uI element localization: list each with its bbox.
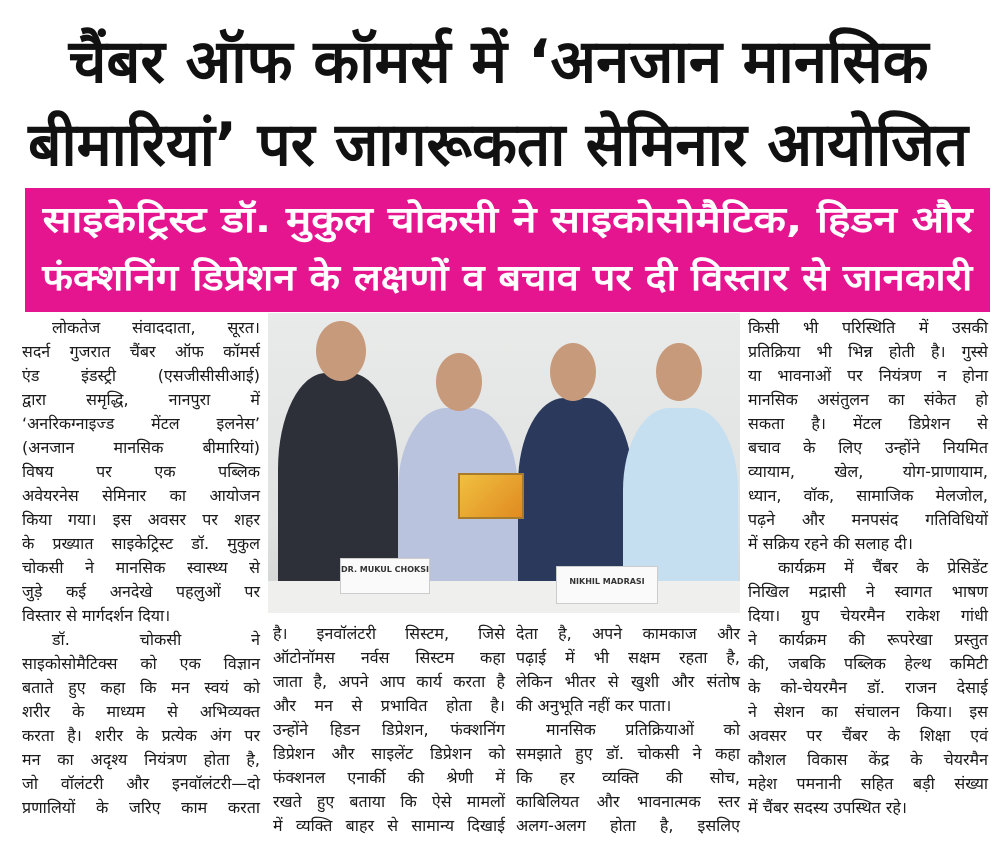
subheadline-line-2: [25, 250, 990, 308]
article-column-2: [273, 622, 505, 838]
article-text-line: काबिलियत और भावनात्मक स्तर: [516, 792, 740, 811]
article-text-line: की, जबकि पब्लिक हेल्थ कमिटी: [748, 654, 988, 673]
article-column-4: [748, 316, 988, 820]
article-text-line: ने सेशन का संचालन किया। इस: [748, 702, 988, 721]
article-text-line: में चैंबर सदस्य उपस्थित रहे।: [748, 798, 907, 817]
article-text-line: और मन से प्रभावित होता है।: [273, 696, 505, 715]
article-text-line: उन्होंने हिडन डिप्रेशन, फंक्शनिंग: [273, 720, 505, 739]
article-text-line: मानसिक असंतुलन का संकेत हो: [748, 390, 988, 409]
article-text-line: ऑटोनॉमस नर्वस सिस्टम कहा: [273, 648, 505, 667]
article-text-line: चोकसी ने मानसिक स्वास्थ्य से: [22, 558, 260, 577]
article-text-line: शरीर के माध्यम से अभिव्यक्त: [22, 702, 260, 721]
article-text-line: ‘अनरिकग्नाइज्ड मेंटल इलनेस’: [22, 414, 260, 433]
article-text-line: ने कार्यक्रम की रूपरेखा प्रस्तुत: [748, 630, 988, 649]
article-text-line: कि हर व्यक्ति की सोच,: [516, 768, 740, 787]
article-text-line: प्रणालियों के जरिए काम करता: [22, 798, 260, 817]
person-head: [656, 343, 702, 401]
article-text-line: डिप्रेशन और साइलेंट डिप्रेशन को: [273, 744, 505, 763]
article-text-line: प्रतिक्रिया भी भिन्न होती है। गुस्से: [748, 342, 988, 361]
article-text-line: सदर्न गुजरात चैंबर ऑफ कॉमर्स: [22, 342, 260, 361]
article-text-line: बताते हुए कहा कि मन स्वयं को: [22, 678, 260, 697]
article-column-3: [516, 622, 740, 838]
person-head: [316, 321, 366, 381]
article-text-line: रखते हुए बताया कि ऐसे मामलों: [273, 792, 505, 811]
article-text-line: की अनुभूति नहीं कर पाता।: [516, 696, 672, 715]
person-head: [436, 353, 482, 411]
article-text-line: के को-चेयरमैन डॉ. राजन देसाई: [748, 678, 988, 697]
article-text-line: दिया। ग्रुप चेयरमैन राकेश गांधी: [748, 606, 988, 625]
article-text-line: में व्यक्ति बाहर से सामान्य दिखाई: [273, 816, 505, 835]
article-text-line: डॉ. चोकसी ने: [52, 630, 260, 649]
subheadline-text: साइकेट्रिस्ट डॉ. मुकुल चोकसी ने साइकोसोमैटिक, हिडन और: [42, 200, 973, 241]
article-text-line: द्वारा समृद्धि, नानपुरा में: [22, 390, 260, 409]
subheadline-line-1: [25, 192, 990, 250]
event-photo: [268, 313, 740, 613]
article-text-line: के प्रख्यात साइकेट्रिस्ट डॉ. मुकुल: [22, 534, 260, 553]
article-column-1: [22, 316, 260, 820]
nameplate-nikhil-madrasi: NIKHIL MADRASI: [556, 566, 658, 604]
article-text-line: या भावनाओं पर नियंत्रण न होना: [748, 366, 988, 385]
article-text-line: पढ़ाई में भी सक्षम रहता है,: [516, 648, 740, 667]
article-text-line: निखिल मद्रासी ने स्वागत भाषण: [748, 582, 988, 601]
article-text-line: ध्यान, वॉक, सामाजिक मेलजोल,: [748, 486, 988, 505]
article-text-line: (अनजान मानसिक बीमारियां): [22, 438, 260, 457]
table: [268, 581, 740, 613]
subheadline-text: फंक्शनिंग डिप्रेशन के लक्षणों व बचाव पर दी विस्तार से जानकारी: [42, 258, 973, 299]
article-text-line: जो वॉलंटरी और इनवॉलंटरी—दो: [22, 774, 260, 793]
article-text-line: लेकिन भीतर से खुशी और संतोष: [516, 672, 740, 691]
article-text-line: अवेयरनेस सेमिनार का आयोजन: [22, 486, 260, 505]
article-text-line: साइकोसोमैटिक्स को एक विज्ञान: [22, 654, 260, 673]
article-text-line: जाता है, अपने आप कार्य करता है: [273, 672, 505, 691]
headline-text: बीमारियां’ पर जागरूकता सेमिनार आयोजित: [28, 110, 969, 180]
headline-line-1: [0, 22, 997, 102]
article-text-line: जुड़े कई अनदेखे पहलुओं पर: [22, 582, 260, 601]
article-text-line: अवसर पर चैंबर के शिक्षा एवं: [748, 726, 988, 745]
article-text-line: है। इनवॉलंटरी सिस्टम, जिसे: [273, 624, 505, 643]
article-text-line: पढ़ने और मनपसंद गतिविधियों: [748, 510, 988, 529]
article-text-line: सकता है। मेंटल डिप्रेशन से: [748, 414, 988, 433]
article-text-line: किसी भी परिस्थिति में उसकी: [748, 318, 988, 337]
article-text-line: समझाते हुए डॉ. चोकसी ने कहा: [516, 744, 740, 763]
article-text-line: लोकतेज संवाददाता, सूरत।: [52, 318, 260, 337]
article-text-line: में सक्रिय रहने की सलाह दी।: [748, 534, 913, 553]
gift-box: [458, 473, 524, 519]
article-text-line: एंड इंडस्ट्री (एसजीसीसीआई): [22, 366, 260, 385]
article-text-line: किया गया। इस अवसर पर शहर: [22, 510, 260, 529]
person-head: [550, 343, 596, 401]
article-text-line: व्यायाम, खेल, योग-प्राणायाम,: [748, 462, 988, 481]
nameplate-mukul-choksi: DR. MUKUL CHOKSI: [340, 558, 430, 594]
headline-text: चैंबर ऑफ कॉमर्स में ‘अनजान मानसिक: [68, 27, 929, 97]
article-text-line: अलग-अलग होता है, इसलिए: [516, 816, 740, 835]
headline-line-2: [0, 105, 997, 185]
article-text-line: करता है। शरीर के प्रत्येक अंग पर: [22, 726, 260, 745]
article-text-line: बचाव के लिए उन्होंने नियमित: [748, 438, 988, 457]
article-text-line: देता है, अपने कामकाज और: [516, 624, 740, 643]
subheadline-band: [25, 188, 990, 312]
article-text-line: मन का अदृश्य नियंत्रण होता है,: [22, 750, 260, 769]
article-text-line: कार्यक्रम में चैंबर के प्रेसिडेंट: [778, 558, 988, 577]
article-text-line: फंक्शनल एनार्की की श्रेणी में: [273, 768, 505, 787]
article-text-line: विस्तार से मार्गदर्शन दिया।: [22, 606, 171, 625]
article-text-line: कौशल विकास केंद्र के चेयरमैन: [748, 750, 988, 769]
article-text-line: विषय पर एक पब्लिक: [22, 462, 260, 481]
article-text-line: महेश पमनानी सहित बड़ी संख्या: [748, 774, 988, 793]
article-text-line: मानसिक प्रतिक्रियाओं को: [546, 720, 740, 739]
